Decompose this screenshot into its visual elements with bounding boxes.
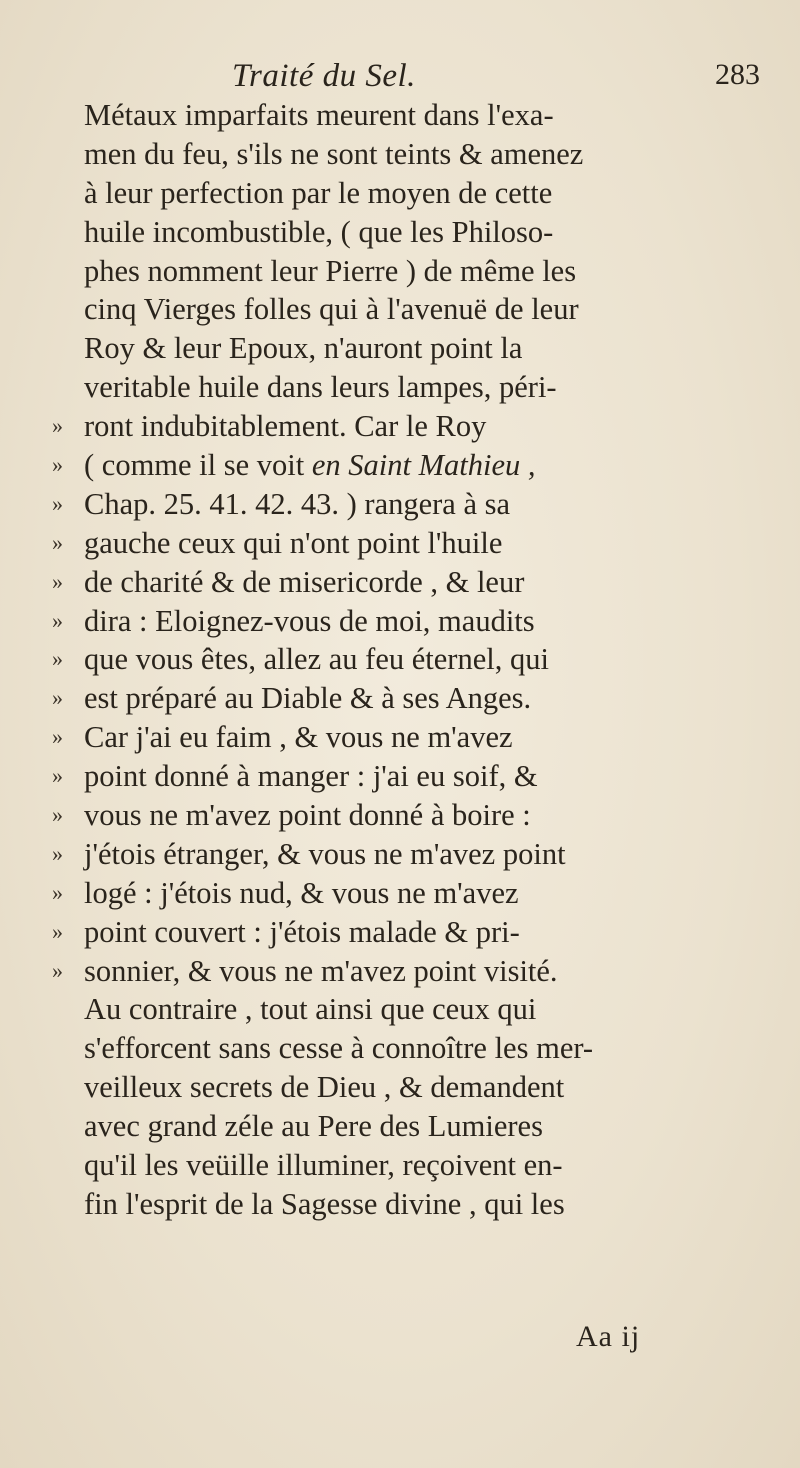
text-line [52,524,784,563]
text-line [52,407,784,446]
quotation-mark: » [52,957,63,983]
line-text: Car j'ai eu faim , & vous ne m'avez [84,720,513,755]
text-line [84,290,784,329]
line-text: j'étois étranger, & vous ne m'avez point [84,836,566,871]
text-line [52,679,784,718]
text-line [84,135,784,174]
line-text: point donné à manger : j'ai eu soif, & [84,759,538,794]
signature-mark: Aa ij [576,1320,641,1353]
line-text: Roy & leur Epoux, n'auront point la [84,331,523,366]
text-line [84,368,784,407]
text-line [84,252,784,291]
quotation-mark: » [52,802,63,828]
quotation-mark: » [52,646,63,672]
quotation-mark: » [52,452,63,478]
line-text: sonnier, & vous ne m'avez point visité. [84,953,558,988]
line-text: cinq Vierges folles qui à l'avenuë de leur [84,292,579,327]
line-text: est préparé au Diable & à ses Anges. [84,681,532,716]
line-text: Au contraire , tout ainsi que ceux qui [84,992,537,1027]
text-line [52,718,784,757]
text-line [84,1029,784,1068]
quotation-mark: » [52,607,63,633]
line-text: s'efforcent sans cesse à connoître les mer- [84,1031,594,1066]
quotation-mark: » [52,490,63,516]
text-line [52,563,784,602]
quotation-mark: » [52,724,63,750]
running-title: Traité du Sel. [232,58,416,94]
line-text: dira : Eloignez-vous de moi, maudits [84,603,535,638]
line-text: Chap. 25. 41. 42. 43. ) rangera à sa [84,486,511,521]
text-line [84,990,784,1029]
line-text: logé : j'étois nud, & vous ne m'avez [84,875,519,910]
line-text: ront indubitablement. Car le Roy [84,409,487,444]
line-text: fin l'esprit de la Sagesse divine , qui les [84,1186,565,1221]
quotation-mark: » [52,413,63,439]
text-line [52,640,784,679]
text-line [52,446,784,485]
text-line [52,602,784,641]
quotation-mark: » [52,529,63,555]
line-text: à leur perfection par le moyen de cette [84,175,553,210]
text-line [52,757,784,796]
line-text: phes nomment leur Pierre ) de même les [84,253,577,288]
line-text: de charité & de misericorde , & leur [84,564,525,599]
text-line [84,1146,784,1185]
line-text: veilleux secrets de Dieu , & demandent [84,1070,565,1105]
text-line [84,96,784,135]
line-italic-text: en Saint Mathieu , [311,448,536,483]
line-text: qu'il les veüille illuminer, reçoivent en- [84,1148,563,1183]
line-text: avec grand zéle au Pere des Lumieres [84,1109,543,1144]
quotation-mark: » [52,685,63,711]
line-text: ( comme il se voit [84,448,312,483]
line-text: Métaux imparfaits meurent dans l'exa- [84,98,554,132]
quotation-mark: » [52,879,63,905]
text-line [52,913,784,952]
text-line [84,174,784,213]
text-line [52,874,784,913]
line-text: huile incombustible, ( que les Philoso- [84,214,554,249]
line-text: que vous êtes, allez au feu éternel, qui [84,642,549,677]
quotation-mark: » [52,840,63,866]
line-text: gauche ceux qui n'ont point l'huile [84,525,503,560]
text-line [52,835,784,874]
quotation-mark: » [52,918,63,944]
text-line [84,1185,784,1224]
line-text: men du feu, s'ils ne sont teints & amenez [84,136,584,171]
text-line [84,1107,784,1146]
text-line [52,952,784,991]
page-number: 283 [715,58,760,91]
text-line [52,796,784,835]
line-text: veritable huile dans leurs lampes, péri- [84,370,557,405]
text-line [84,1068,784,1107]
quotation-mark: » [52,763,63,789]
body-text [52,96,784,1224]
line-text: point couvert : j'étois malade & pri- [84,914,520,949]
line-text: vous ne m'avez point donné à boire : [84,798,531,833]
text-line [84,329,784,368]
text-line [84,213,784,252]
quotation-mark: » [52,568,63,594]
text-line [52,485,784,524]
